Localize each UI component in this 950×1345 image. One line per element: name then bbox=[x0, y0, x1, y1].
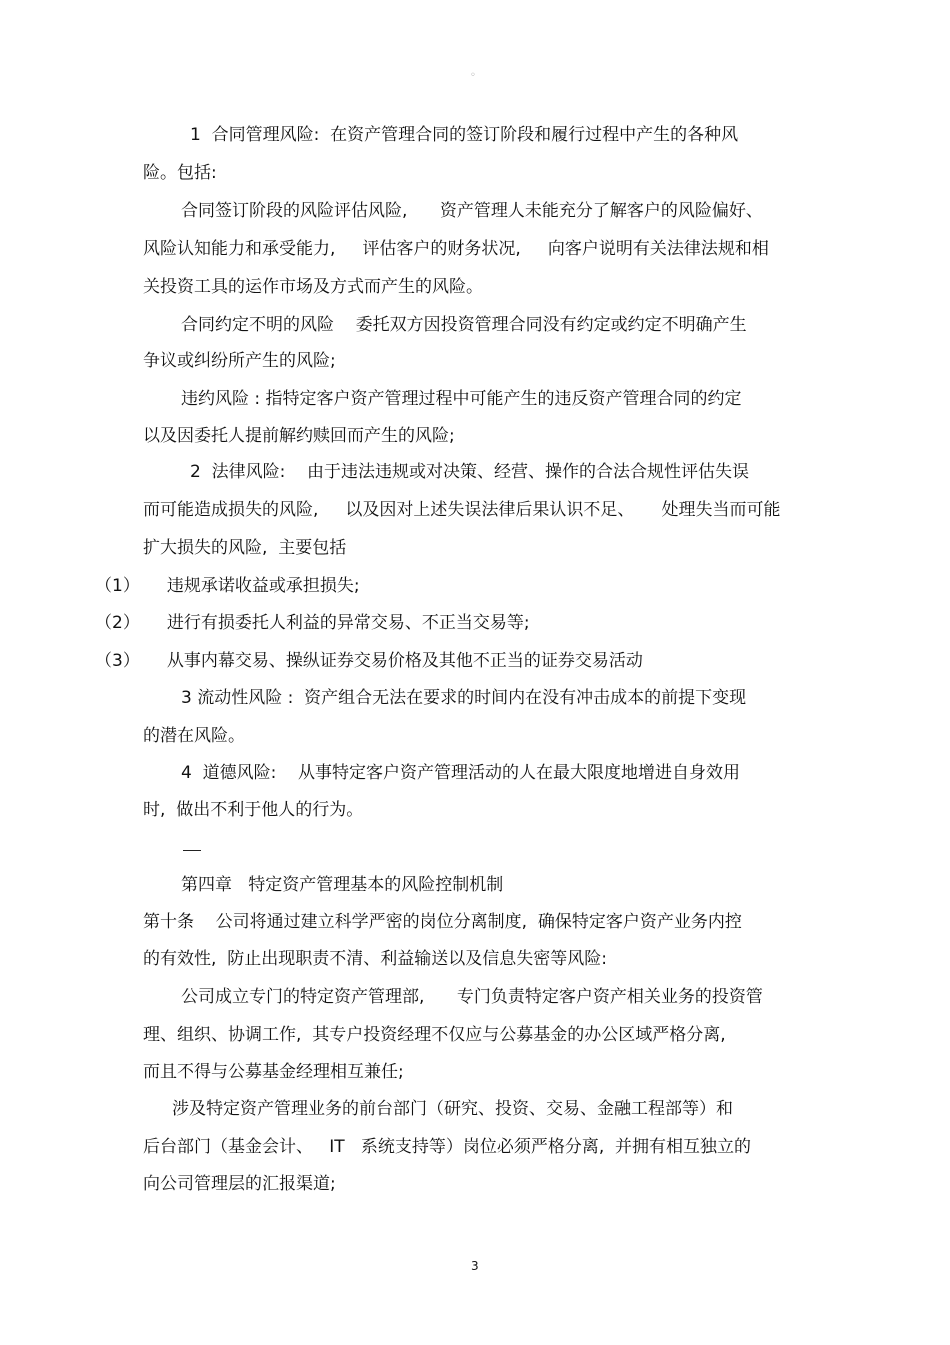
text-line: 第十条 公司将通过建立科学严密的岗位分离制度, 确保特定客户资产业务内控 bbox=[143, 912, 742, 932]
text-line: 险。包括: bbox=[143, 163, 217, 183]
text-line: 合同约定不明的风险 委托双方因投资管理合同没有约定或约定不明确产生 bbox=[181, 315, 747, 335]
text-line: 的有效性, 防止出现职责不清、利益输送以及信息失密等风险: bbox=[143, 949, 607, 969]
text-line: 以及因委托人提前解约赎回而产生的风险; bbox=[143, 426, 455, 446]
chapter-heading: 第四章 特定资产管理基本的风险控制机制 bbox=[181, 875, 504, 895]
separator-dash bbox=[183, 850, 201, 851]
text-line: 3 流动性风险 : 资产组合无法在要求的时间内在没有冲击成本的前提下变现 bbox=[181, 688, 747, 708]
text-line: 合同签订阶段的风险评估风险, 资产管理人未能充分了解客户的风险偏好、 bbox=[181, 201, 763, 221]
header-mark: ◦ bbox=[470, 70, 476, 81]
text-line: 涉及特定资产管理业务的前台部门（研究、投资、交易、金融工程部等）和 bbox=[172, 1099, 733, 1119]
text-line: 理、组织、协调工作, 其专户投资经理不仅应与公募基金的办公区域严格分离, bbox=[143, 1025, 726, 1045]
list-item: （2） 进行有损委托人利益的异常交易、不正当交易等; bbox=[95, 613, 530, 633]
text-line: 2 法律风险: 由于违法违规或对决策、经营、操作的合法合规性评估失误 bbox=[190, 462, 749, 482]
text-line: 风险认知能力和承受能力, 评估客户的财务状况, 向客户说明有关法律法规和相 bbox=[143, 239, 769, 259]
text-line: 争议或纠纷所产生的风险; bbox=[143, 351, 336, 371]
page-number: 3 bbox=[471, 1259, 479, 1273]
text-line: 违约风险 : 指特定客户资产管理过程中可能产生的违反资产管理合同的约定 bbox=[181, 389, 742, 409]
text-line: 关投资工具的运作市场及方式而产生的风险。 bbox=[143, 277, 483, 297]
list-item: （3） 从事内幕交易、操纵证券交易价格及其他不正当的证券交易活动 bbox=[95, 651, 643, 671]
text-line: 而且不得与公募基金经理相互兼任; bbox=[143, 1062, 404, 1082]
text-line: 扩大损失的风险, 主要包括 bbox=[143, 538, 347, 558]
text-line: 向公司管理层的汇报渠道; bbox=[143, 1174, 336, 1194]
text-line: 时, 做出不利于他人的行为。 bbox=[143, 800, 364, 820]
text-line: 而可能造成损失的风险, 以及因对上述失误法律后果认识不足、 处理失当而可能 bbox=[143, 500, 781, 520]
text-line: 1 合同管理风险: 在资产管理合同的签订阶段和履行过程中产生的各种风 bbox=[190, 125, 739, 145]
text-line: 后台部门（基金会计、 IT 系统支持等）岗位必须严格分离, 并拥有相互独立的 bbox=[143, 1137, 752, 1157]
text-line: 4 道德风险: 从事特定客户资产管理活动的人在最大限度地增进自身效用 bbox=[181, 763, 740, 783]
list-item: （1） 违规承诺收益或承担损失; bbox=[95, 576, 360, 596]
text-line: 公司成立专门的特定资产管理部, 专门负责特定客户资产相关业务的投资管 bbox=[181, 987, 763, 1007]
text-line: 的潜在风险。 bbox=[143, 726, 245, 746]
